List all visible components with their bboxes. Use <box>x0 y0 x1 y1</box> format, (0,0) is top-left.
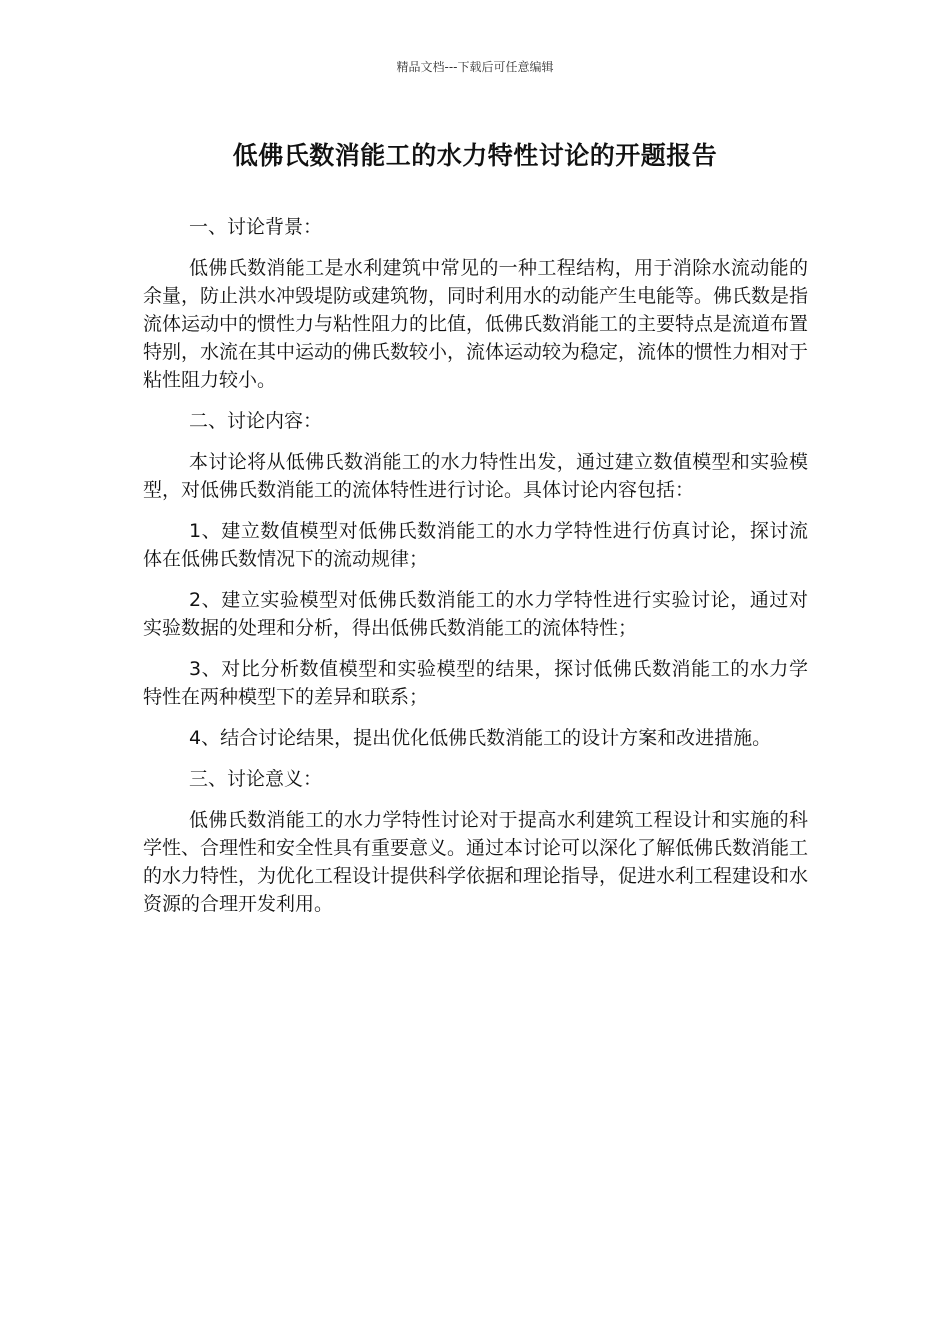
significance-paragraph: 低佛氏数消能工的水力学特性讨论对于提高水利建筑工程设计和实施的科学性、合理性和安全性具有重要意义。通过本讨论可以深化了解低佛氏数消能工的水力特性，为优化工程设计提供科学依据和理论指导，促进水利工程建设和水资源的合理开发利用。 <box>143 809 809 915</box>
page-header: 精品文档---下载后可任意编辑 <box>396 60 554 74</box>
document-title: 低佛氏数消能工的水力特性讨论的开题报告 <box>232 141 718 170</box>
background-paragraph: 低佛氏数消能工是水利建筑中常见的一种工程结构，用于消除水流动能的余量，防止洪水冲毁堤防或建筑物，同时利用水的动能产生电能等。佛氏数是指流体运动中的惯性力与粘性阻力的比值，低佛氏数消能工的主要特点是流道布置特别，水流在其中运动的佛氏数较小，流体运动较为稳定，流体的惯性力相对于粘性阻力较小。 <box>143 257 809 391</box>
document-body <box>143 213 808 931</box>
content-item-3: 3、对比分析数值模型和实验模型的结果，探讨低佛氏数消能工的水力学特性在两种模型下的差异和联系； <box>143 658 808 708</box>
content-intro-paragraph: 本讨论将从低佛氏数消能工的水力特性出发，通过建立数值模型和实验模型，对低佛氏数消能工的流体特性进行讨论。具体讨论内容包括： <box>143 451 808 501</box>
section-heading-content: 二、讨论内容： <box>189 410 323 432</box>
section-heading-background: 一、讨论背景： <box>189 216 323 238</box>
content-item-4: 4、结合讨论结果，提出优化低佛氏数消能工的设计方案和改进措施。 <box>189 727 772 749</box>
section-heading-significance: 三、讨论意义： <box>189 768 323 790</box>
content-item-2: 2、建立实验模型对低佛氏数消能工的水力学特性进行实验讨论，通过对实验数据的处理和分析，得出低佛氏数消能工的流体特性； <box>143 589 808 639</box>
content-item-1: 1、建立数值模型对低佛氏数消能工的水力学特性进行仿真讨论，探讨流体在低佛氏数情况下的流动规律； <box>143 520 808 570</box>
